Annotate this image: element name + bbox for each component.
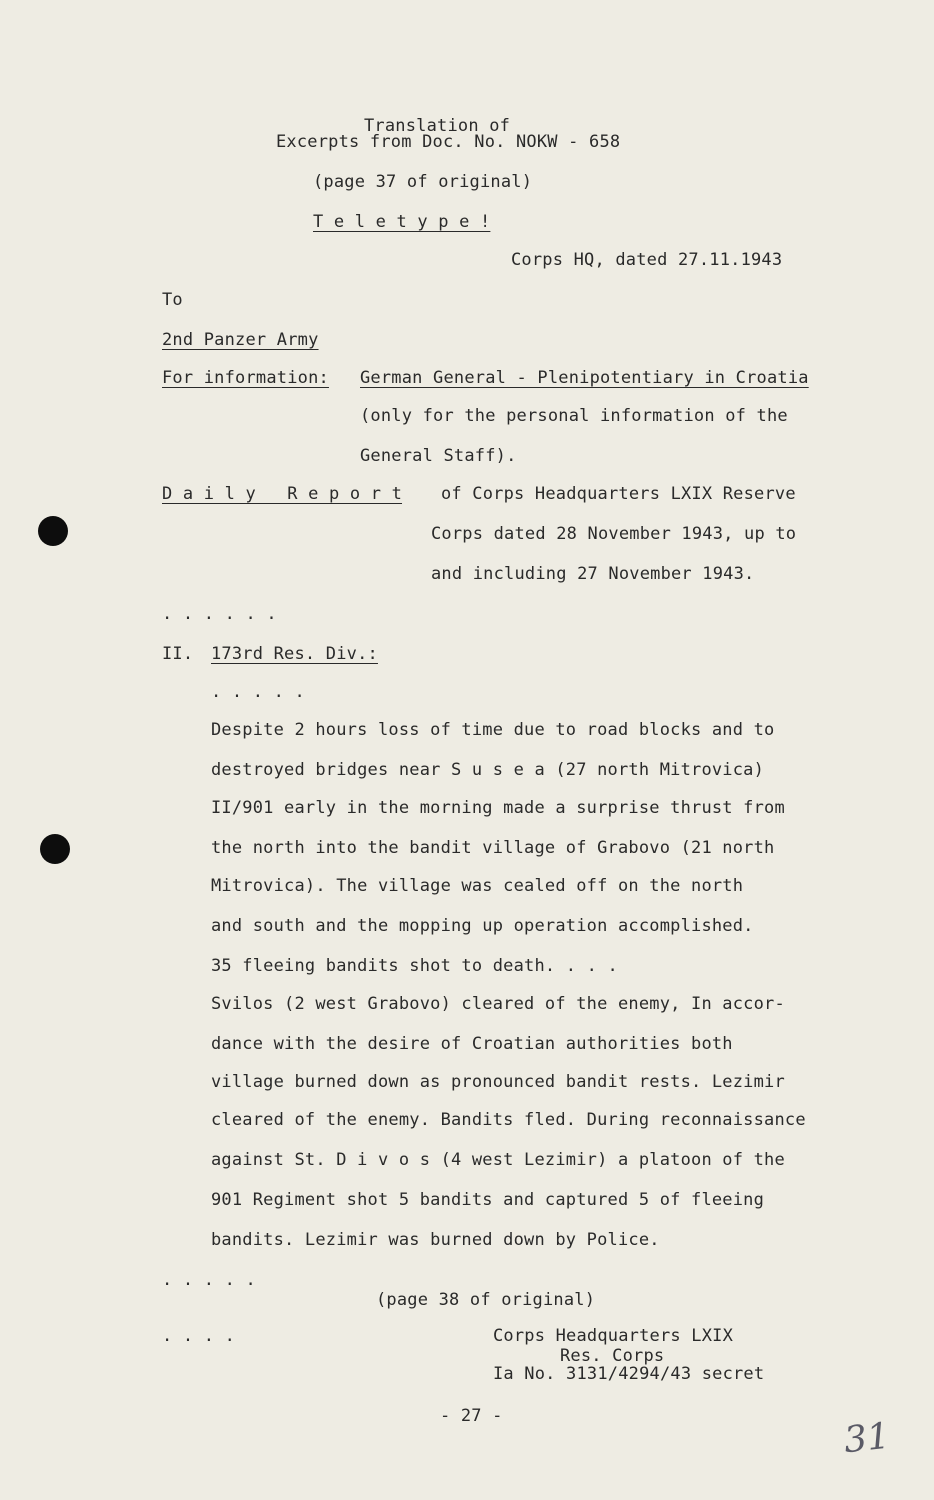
page-reference: (page 37 of original) xyxy=(313,172,533,192)
body-line: 901 Regiment shot 5 bandits and captured 5 of fleeing xyxy=(211,1190,765,1210)
info-label: For information: xyxy=(162,368,329,388)
body-line: village burned down as pronounced bandit rests. Lezimir xyxy=(211,1072,785,1092)
body-line: Mitrovica). The village was cealed off on the north xyxy=(211,876,744,896)
document-type: T e l e t y p e ! xyxy=(313,212,491,232)
signature-line-1: Corps Headquarters LXIX xyxy=(493,1326,734,1346)
dated-line: Corps HQ, dated 27.11.1943 xyxy=(511,250,783,270)
ellipsis-dots-4: . . . . xyxy=(162,1326,236,1346)
body-line: cleared of the enemy. Bandits fled. During reconnaissance xyxy=(211,1110,806,1130)
body-line: against St. D i v o s (4 west Lezimir) a platoon of the xyxy=(211,1150,785,1170)
section-title: 173rd Res. Div.: xyxy=(211,644,378,664)
body-line: and south and the mopping up operation accomplished. xyxy=(211,916,754,936)
handwritten-page-number: 31 xyxy=(841,1415,892,1462)
ellipsis-dots-3: . . . . . xyxy=(162,1270,256,1290)
body-line: the north into the bandit village of Grabovo (21 north xyxy=(211,838,775,858)
report-label: D a i l y R e p o r t xyxy=(162,484,403,504)
body-line: II/901 early in the morning made a surprise thrust from xyxy=(211,798,785,818)
body-line: bandits. Lezimir was burned down by Police. xyxy=(211,1230,660,1250)
body-line: destroyed bridges near S u s e a (27 north Mitrovica) xyxy=(211,760,765,780)
page-number: - 27 - xyxy=(440,1406,503,1426)
report-line-3: and including 27 November 1943. xyxy=(431,564,755,584)
ellipsis-dots-2: . . . . . xyxy=(211,682,305,702)
signature-line-3: Ia No. 3131/4294/43 secret xyxy=(493,1364,765,1384)
recipient: 2nd Panzer Army xyxy=(162,330,319,350)
ellipsis-dots-1: . . . . . . xyxy=(162,604,277,624)
header-line-1: Translation of xyxy=(364,116,511,136)
body-line: 35 fleeing bandits shot to death. . . . xyxy=(211,956,618,976)
report-line-2: Corps dated 28 November 1943, up to xyxy=(431,524,797,544)
to-label: To xyxy=(162,290,183,310)
info-line-2: (only for the personal information of the xyxy=(360,406,788,426)
punch-hole-bottom xyxy=(40,834,70,864)
report-line-1: of Corps Headquarters LXIX Reserve xyxy=(441,484,796,504)
header-line-2: Excerpts from Doc. No. NOKW - 658 xyxy=(276,132,621,152)
signature-line-2: Res. Corps xyxy=(560,1346,665,1366)
info-target: German General - Plenipotentiary in Croatia xyxy=(360,368,809,388)
page-reference-2: (page 38 of original) xyxy=(376,1290,596,1310)
body-line: Despite 2 hours loss of time due to road blocks and to xyxy=(211,720,775,740)
info-line-3: General Staff). xyxy=(360,446,517,466)
body-line: Svilos (2 west Grabovo) cleared of the enemy, In accor- xyxy=(211,994,785,1014)
body-line: dance with the desire of Croatian authorities both xyxy=(211,1034,733,1054)
punch-hole-top xyxy=(38,516,68,546)
section-numeral: II. xyxy=(162,644,194,664)
